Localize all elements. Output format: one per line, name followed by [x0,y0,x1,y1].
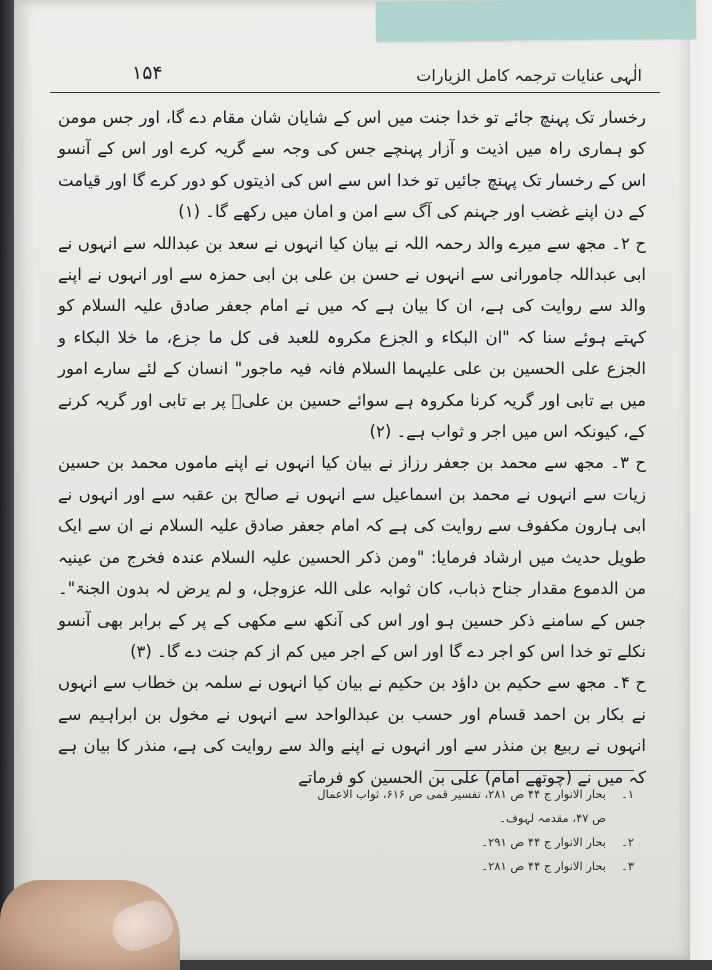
book-cover-edge [0,0,14,960]
footnote-number: ۱۔ [621,787,634,801]
body-text [58,102,646,793]
page-number: ۱۵۴ [132,62,163,84]
paragraph: ح ۲۔ مجھ سے میرے والد رحمہ اللہ نے بیان کیا انہوں نے سعد بن عبداللہ سے انہوں نے ابی عبداللہ جامورانی سے انہوں نے حسن بن علی بن ابی حمزہ سے اور انہوں نے اپنے والد سے روایت کی ہے، ان کا بیان ہے کہ میں نے امام جعفر صادق علیہ السلام کو کہتے ہوئے سنا کہ "ان البکاء و الجزع مکروہ للعبد فی کل ما جزع، ما خلا البکاء و الجزع علی الحسین بن علی علیہما السلام فانہ فیہ ماجور" انسان کے لئے سارے امور میں بے تابی اور گریہ کرنا مکروہ ہے سوائے حسین بن علیؑ پر بے تابی اور گریہ کرنے کے، کیونکہ اس میں اجر و ثواب ہے۔ (۲) [58,233,646,442]
footnote-text: بحار الانوار ج ۴۴ ص ۲۹۱۔ [481,835,606,849]
footnote-number: ۳۔ [621,859,634,873]
footnote [314,782,634,830]
running-title: الٰہی عنایات ترجمہ کامل الزیارات [416,66,642,85]
footnote-text: بحار الانوار ج ۴۴ ص ۲۸۱۔ [481,859,606,873]
footnote-text: بحار الانوار ج ۴۴ ص ۲۸۱، تفسیر قمی ص ۶۱۶، ثواب الاعمال ص ۴۷، مقدمہ لہوف۔ [317,787,606,825]
paragraph: ح ۴۔ مجھ سے حکیم بن داؤد بن حکیم نے بیان کیا انہوں نے سلمہ بن خطاب سے انہوں نے بکار بن احمد قسام اور حسب بن عبدالواحد سے انہوں نے مخول بن ابراہیم سے انہوں نے ربیع بن منذر سے اور انہوں نے اپنے والد سے روایت کی ہے، منذر کا بیان ہے کہ میں نے (چوتھے امام) علی بن الحسین کو فرماتے [58,673,646,787]
paragraph: رخسار تک پہنچ جائے تو خدا جنت میں اس کے شایان شان مقام دے گا، اور جس مومن کو ہماری راہ میں اذیت و آزار پہنچے جس کی وجہ سے گریہ کرے اور اس کے آنسو اس کے رخسار تک پہنچ جائیں تو خدا اس سے اس کی اذیتوں کو دور کرے گا اور قیامت کے دن اپنے غضب اور جہنم کی آگ سے امن و امان میں رکھے گا۔ (۱) [58,108,646,222]
footnote [314,830,634,854]
paragraph: ح ۳۔ مجھ سے محمد بن جعفر رزاز نے بیان کیا انہوں نے اپنے ماموں محمد بن حسین زیات سے انہوں نے محمد بن اسماعیل سے انہوں نے صالح بن عقبہ سے اور انہوں نے ابی ہارون مکفوف سے روایت کی ہے کہ امام جعفر صادق علیہ السلام نے ان سے ایک طویل حدیث میں ارشاد فرمایا: "ومن ذکر الحسین علیہ السلام عندہ فخرج من عینیہ من الدموع مقدار جناح ذباب، کان ثوابہ علی اللہ عزوجل، و لم یرض لہ بدون الجنۃ"۔ جس کے سامنے ذکر حسین ہو اور اس کی آنکھ سے مکھی کے پر کے برابر بھی آنسو نکلے تو خدا اس کو اجر دے گا اور اس کے اجر میں کم از کم جنت دے گا۔ (۳) [58,453,646,661]
footnote [314,854,634,878]
tape-strip [376,0,696,42]
footnote-divider [434,770,634,771]
footnotes [314,782,634,878]
page-header [50,58,660,93]
book-page [14,0,690,960]
footnote-number: ۲۔ [621,835,634,849]
